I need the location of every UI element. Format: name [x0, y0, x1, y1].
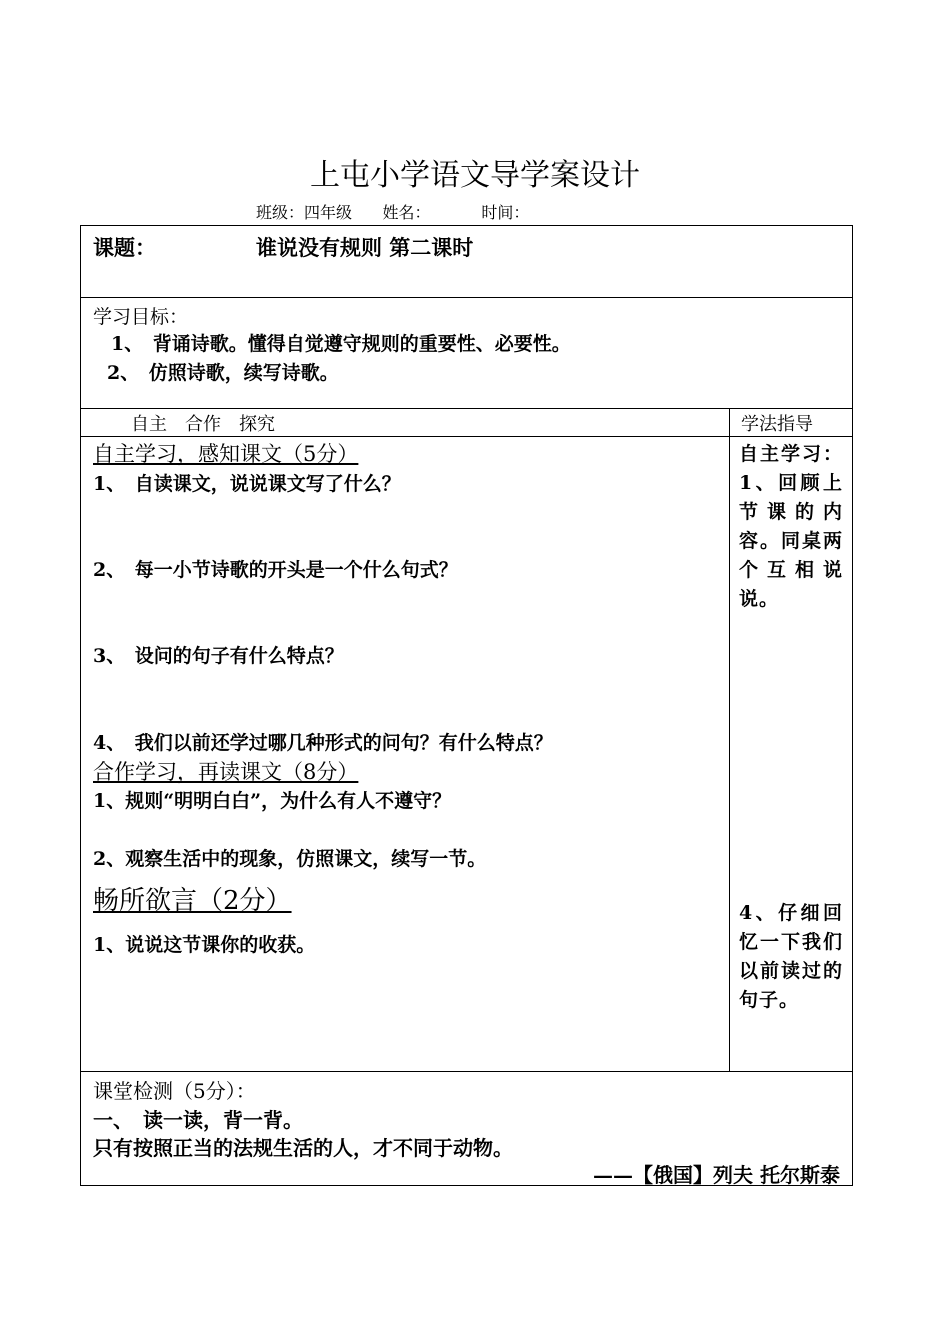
- question-item: 4、 我们以前还学过哪几种形式的问句？有什么特点？: [93, 732, 553, 754]
- column-divider: [729, 408, 730, 1071]
- test-item: 一、 读一读，背一背。: [93, 1108, 303, 1132]
- test-quote: 只有按照正当的法规生活的人，才不同于动物。: [93, 1136, 513, 1160]
- class-label: 班级：四年级: [256, 203, 353, 222]
- worksheet-table: [80, 225, 853, 1186]
- guidance-note: 4、仔细回忆一下我们以前读过的句子。: [739, 902, 843, 1011]
- section-heading-cooperate: 合作学习，再读课文（8分）: [93, 760, 359, 784]
- name-label: 姓名：: [382, 203, 431, 222]
- row-divider: [81, 436, 852, 437]
- column-header-left: 自主 合作 探究: [131, 414, 275, 435]
- column-header-right: 学法指导: [741, 414, 813, 435]
- page-title: 上屯小学语文导学案设计: [310, 158, 640, 193]
- question-item: 1、说说这节课你的收获。: [93, 934, 316, 956]
- goal-item: 1、 背诵诗歌。懂得自觉遵守规则的重要性、必要性。: [111, 333, 571, 355]
- info-gap: [431, 203, 482, 222]
- guidance-note: 自主学习：1、回顾上节课的内容。同桌两个互相说说。: [739, 443, 843, 610]
- topic-value: 谁说没有规则 第二课时: [256, 235, 474, 260]
- row-divider: [81, 297, 852, 298]
- question-item: 1、 自读课文，说说课文写了什么？: [93, 473, 401, 495]
- info-line: [256, 200, 529, 223]
- section-heading-express: 畅所欲言（2分）: [93, 886, 292, 916]
- test-heading: 课堂检测（5分）：: [93, 1079, 256, 1103]
- section-heading-self-study: 自主学习，感知课文（5分）: [93, 442, 359, 466]
- row-divider: [81, 408, 852, 409]
- question-item: 3、 设问的句子有什么特点？: [93, 645, 344, 667]
- question-item: 2、 每一小节诗歌的开头是一个什么句式？: [93, 559, 458, 581]
- test-author: ——【俄国】列夫 托尔斯泰: [593, 1163, 840, 1187]
- goals-heading: 学习目标：: [93, 306, 189, 328]
- time-label: 时间：: [481, 203, 530, 222]
- row-divider: [81, 1071, 852, 1072]
- info-gap: [352, 203, 383, 222]
- question-item: 1、规则“明明白白”，为什么有人不遵守？: [93, 790, 452, 812]
- question-item: 2、观察生活中的现象，仿照课文，续写一节。: [93, 848, 487, 870]
- goal-item: 2、 仿照诗歌，续写诗歌。: [107, 362, 339, 384]
- topic-label: 课题：: [93, 235, 156, 260]
